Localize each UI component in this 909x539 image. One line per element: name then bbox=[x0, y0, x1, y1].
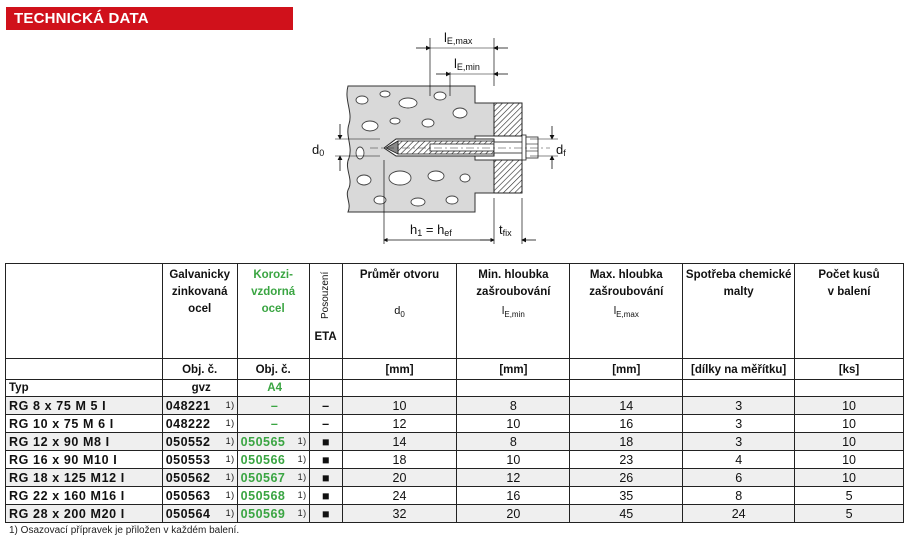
a4-label: A4 bbox=[237, 380, 309, 397]
cell-le-min: 16 bbox=[457, 487, 570, 505]
table-row bbox=[6, 415, 904, 433]
washer bbox=[522, 135, 526, 160]
cell-le-max: 16 bbox=[570, 415, 683, 433]
cell-le-min: 10 bbox=[457, 415, 570, 433]
cell-le-max: 35 bbox=[570, 487, 683, 505]
technical-data-table bbox=[5, 263, 904, 523]
table-row bbox=[6, 505, 904, 523]
cell-typ: RG 16 x 90 M10 I bbox=[6, 451, 163, 469]
header-pieces-per-pack: Počet kusů v balení bbox=[795, 264, 904, 359]
svg-text:lE,min: lE,min bbox=[454, 56, 480, 72]
cell-d0: 20 bbox=[342, 469, 457, 487]
cell-le-min: 8 bbox=[457, 433, 570, 451]
typ-label: Typ bbox=[6, 380, 163, 397]
cell-galv: 048222 1) bbox=[162, 415, 237, 433]
label-h1: h bbox=[410, 222, 418, 237]
cell-le-min: 12 bbox=[457, 469, 570, 487]
cell-eta: – bbox=[309, 415, 342, 433]
header-max-depth-unit: [mm] bbox=[570, 359, 683, 380]
header-typ-empty bbox=[6, 264, 163, 359]
cell-d0: 18 bbox=[342, 451, 457, 469]
cell-mortar: 3 bbox=[683, 433, 795, 451]
cell-eta: ■ bbox=[309, 433, 342, 451]
cell-typ: RG 10 x 75 M 6 I bbox=[6, 415, 163, 433]
cell-stainless: – bbox=[237, 397, 309, 415]
cell-galv: 050552 1) bbox=[162, 433, 237, 451]
svg-text:tfix: tfix bbox=[499, 222, 512, 238]
cell-le-min: 20 bbox=[457, 505, 570, 523]
svg-text:h1 = hef: h1 = hef bbox=[410, 222, 452, 238]
cell-d0: 12 bbox=[342, 415, 457, 433]
gvz-label: gvz bbox=[162, 380, 237, 397]
cell-typ: RG 28 x 200 M20 I bbox=[6, 505, 163, 523]
cell-pieces: 10 bbox=[795, 451, 904, 469]
header-min-depth: Min. hloubka zašroubování $l_{E,min}$ bbox=[457, 264, 570, 359]
cell-le-max: 18 bbox=[570, 433, 683, 451]
table-row bbox=[6, 487, 904, 505]
label-le-min: l bbox=[454, 56, 457, 71]
footnote: 1) Osazovací přípravek je přiložen v každém balení. bbox=[9, 525, 240, 536]
cell-mortar: 3 bbox=[683, 415, 795, 433]
cell-stainless: – bbox=[237, 415, 309, 433]
cell-eta: ■ bbox=[309, 487, 342, 505]
cell-stainless: 050565 1) bbox=[237, 433, 309, 451]
cell-le-max: 26 bbox=[570, 469, 683, 487]
svg-text:df: df bbox=[556, 142, 566, 158]
anchor-installation-diagram bbox=[300, 28, 570, 250]
fixture-plate bbox=[494, 103, 522, 136]
header-galvanized-sub: Obj. č. bbox=[162, 359, 237, 380]
cell-typ: RG 8 x 75 M 5 I bbox=[6, 397, 163, 415]
svg-text:lE,max: lE,max bbox=[444, 30, 473, 46]
table-row bbox=[6, 469, 904, 487]
cell-stainless: 050569 1) bbox=[237, 505, 309, 523]
cell-pieces: 10 bbox=[795, 397, 904, 415]
cell-pieces: 10 bbox=[795, 415, 904, 433]
header-max-depth: Max. hloubka zašroubování $l_{E,max}$ bbox=[570, 264, 683, 359]
cell-typ: RG 22 x 160 M16 I bbox=[6, 487, 163, 505]
cell-eta: – bbox=[309, 397, 342, 415]
header-pieces-unit: [ks] bbox=[795, 359, 904, 380]
cell-galv: 048221 1) bbox=[162, 397, 237, 415]
cell-le-max: 14 bbox=[570, 397, 683, 415]
cell-eta: ■ bbox=[309, 451, 342, 469]
cell-pieces: 10 bbox=[795, 433, 904, 451]
label-df: d bbox=[556, 142, 564, 157]
svg-text:d0: d0 bbox=[312, 142, 325, 158]
header-stainless-sub: Obj. č. bbox=[237, 359, 309, 380]
cell-mortar: 3 bbox=[683, 397, 795, 415]
table-row bbox=[6, 397, 904, 415]
cell-d0: 10 bbox=[342, 397, 457, 415]
cell-d0: 14 bbox=[342, 433, 457, 451]
cell-mortar: 6 bbox=[683, 469, 795, 487]
cell-mortar: 4 bbox=[683, 451, 795, 469]
label-tfix: t bbox=[499, 222, 503, 237]
cell-typ: RG 12 x 90 M8 I bbox=[6, 433, 163, 451]
cell-galv: 050562 1) bbox=[162, 469, 237, 487]
cell-galv: 050553 1) bbox=[162, 451, 237, 469]
cell-stainless: 050567 1) bbox=[237, 469, 309, 487]
cell-mortar: 8 bbox=[683, 487, 795, 505]
label-d0: d bbox=[312, 142, 320, 157]
header-drill-unit: [mm] bbox=[342, 359, 457, 380]
header-stainless: Korozi- vzdorná ocel bbox=[237, 264, 309, 359]
cell-galv: 050564 1) bbox=[162, 505, 237, 523]
cell-le-min: 8 bbox=[457, 397, 570, 415]
cell-pieces: 5 bbox=[795, 487, 904, 505]
header-drill-diameter: Průměr otvoru $d_0$ bbox=[342, 264, 457, 359]
cell-typ: RG 18 x 125 M12 I bbox=[6, 469, 163, 487]
cell-galv: 050563 1) bbox=[162, 487, 237, 505]
cell-le-max: 45 bbox=[570, 505, 683, 523]
cell-d0: 24 bbox=[342, 487, 457, 505]
cell-le-max: 23 bbox=[570, 451, 683, 469]
bolt-head bbox=[526, 137, 538, 158]
cell-stainless: 050568 1) bbox=[237, 487, 309, 505]
cell-le-min: 10 bbox=[457, 451, 570, 469]
header-mortar-consumption: Spotřeba chemické malty bbox=[683, 264, 795, 359]
table-row bbox=[6, 451, 904, 469]
cell-eta: ■ bbox=[309, 505, 342, 523]
table-row bbox=[6, 433, 904, 451]
cell-pieces: 5 bbox=[795, 505, 904, 523]
cell-stainless: 050566 1) bbox=[237, 451, 309, 469]
header-min-depth-unit: [mm] bbox=[457, 359, 570, 380]
header-mortar-unit: [dílky na měřítku] bbox=[683, 359, 795, 380]
header-eta: Posouzení ETA bbox=[309, 264, 342, 359]
fixture-plate bbox=[494, 160, 522, 193]
section-title: TECHNICKÁ DATA bbox=[6, 7, 293, 30]
cell-pieces: 10 bbox=[795, 469, 904, 487]
label-le-max: l bbox=[444, 30, 447, 45]
cell-mortar: 24 bbox=[683, 505, 795, 523]
cell-d0: 32 bbox=[342, 505, 457, 523]
cell-eta: ■ bbox=[309, 469, 342, 487]
header-galvanized: Galvanicky zinkovaná ocel bbox=[162, 264, 237, 359]
